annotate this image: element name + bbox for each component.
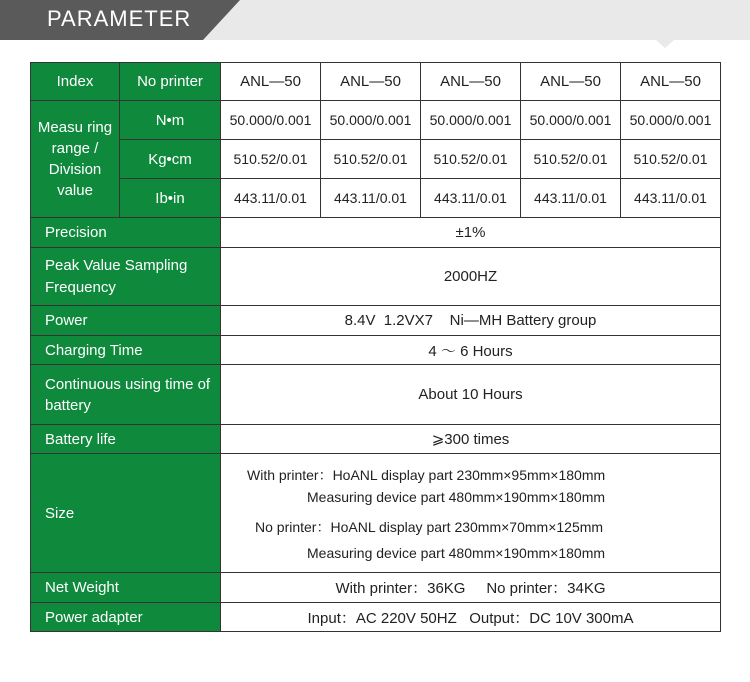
battery-life-label: Battery life <box>31 425 221 454</box>
range-value: 443.11/0.01 <box>321 179 421 218</box>
unit-cell: Kg•cm <box>120 140 221 179</box>
precision-label: Precision <box>31 218 221 248</box>
continuous-label: Continuous using time of battery <box>31 365 221 425</box>
charging-label: Charging Time <box>31 336 221 365</box>
table-row <box>31 101 721 140</box>
header-notch <box>656 40 674 48</box>
model-cell: ANL—50 <box>521 63 621 101</box>
range-value: 50.000/0.001 <box>621 101 721 140</box>
net-weight-label: Net Weight <box>31 573 221 603</box>
page-title: PARAMETER <box>47 6 192 31</box>
size-line: Measuring device part 480mm×190mm×180mm <box>307 489 606 505</box>
range-value: 443.11/0.01 <box>421 179 521 218</box>
power-adapter-label: Power adapter <box>31 603 221 632</box>
index-header: Index <box>31 63 120 101</box>
table-row <box>31 306 721 336</box>
size-line: Measuring device part 480mm×190mm×180mm <box>307 545 606 561</box>
range-value: 510.52/0.01 <box>621 140 721 179</box>
table-row <box>31 63 721 101</box>
model-cell: ANL—50 <box>421 63 521 101</box>
table-row <box>31 603 721 632</box>
table-row <box>31 179 721 218</box>
unit-cell: N•m <box>120 101 221 140</box>
size-line: With printer：HoANL display part 230mm×95mm×180mm <box>247 467 606 483</box>
table-row <box>31 218 721 248</box>
model-cell: ANL—50 <box>321 63 421 101</box>
charging-value: 4 ～ 6 Hours <box>221 336 721 365</box>
range-value: 50.000/0.001 <box>221 101 321 140</box>
table-row <box>31 248 721 306</box>
range-value: 510.52/0.01 <box>321 140 421 179</box>
power-adapter-value: Input：AC 220V 50HZ Output：DC 10V 300mA <box>221 603 721 632</box>
net-weight-value: With printer：36KG No printer：34KG <box>221 573 721 603</box>
power-value: 8.4V 1.2VX7 Ni—MH Battery group <box>221 306 721 336</box>
model-header: No printer <box>120 63 221 101</box>
model-cell: ANL—50 <box>221 63 321 101</box>
peak-value: 2000HZ <box>221 248 721 306</box>
size-label: Size <box>31 454 221 573</box>
size-value <box>221 454 721 573</box>
peak-label: Peak Value Sampling Frequency <box>31 248 221 306</box>
range-value: 50.000/0.001 <box>421 101 521 140</box>
range-label: Measu ring range / Division value <box>31 101 120 218</box>
range-value: 510.52/0.01 <box>421 140 521 179</box>
precision-value: ±1% <box>221 218 721 248</box>
range-value: 510.52/0.01 <box>221 140 321 179</box>
model-cell: ANL—50 <box>621 63 721 101</box>
table-row <box>31 425 721 454</box>
parameter-table <box>30 62 721 632</box>
range-value: 510.52/0.01 <box>521 140 621 179</box>
table-row <box>31 140 721 179</box>
range-value: 443.11/0.01 <box>621 179 721 218</box>
range-value: 443.11/0.01 <box>221 179 321 218</box>
range-value: 443.11/0.01 <box>521 179 621 218</box>
power-label: Power <box>31 306 221 336</box>
battery-life-value: ⩾300 times <box>221 425 721 454</box>
size-line: No printer：HoANL display part 230mm×70mm×125mm <box>255 519 604 535</box>
range-value: 50.000/0.001 <box>321 101 421 140</box>
table-row <box>31 365 721 425</box>
table-row <box>31 573 721 603</box>
table-row <box>31 454 721 573</box>
unit-cell: Ib•in <box>120 179 221 218</box>
range-value: 50.000/0.001 <box>521 101 621 140</box>
continuous-value: About 10 Hours <box>221 365 721 425</box>
table-row <box>31 336 721 365</box>
